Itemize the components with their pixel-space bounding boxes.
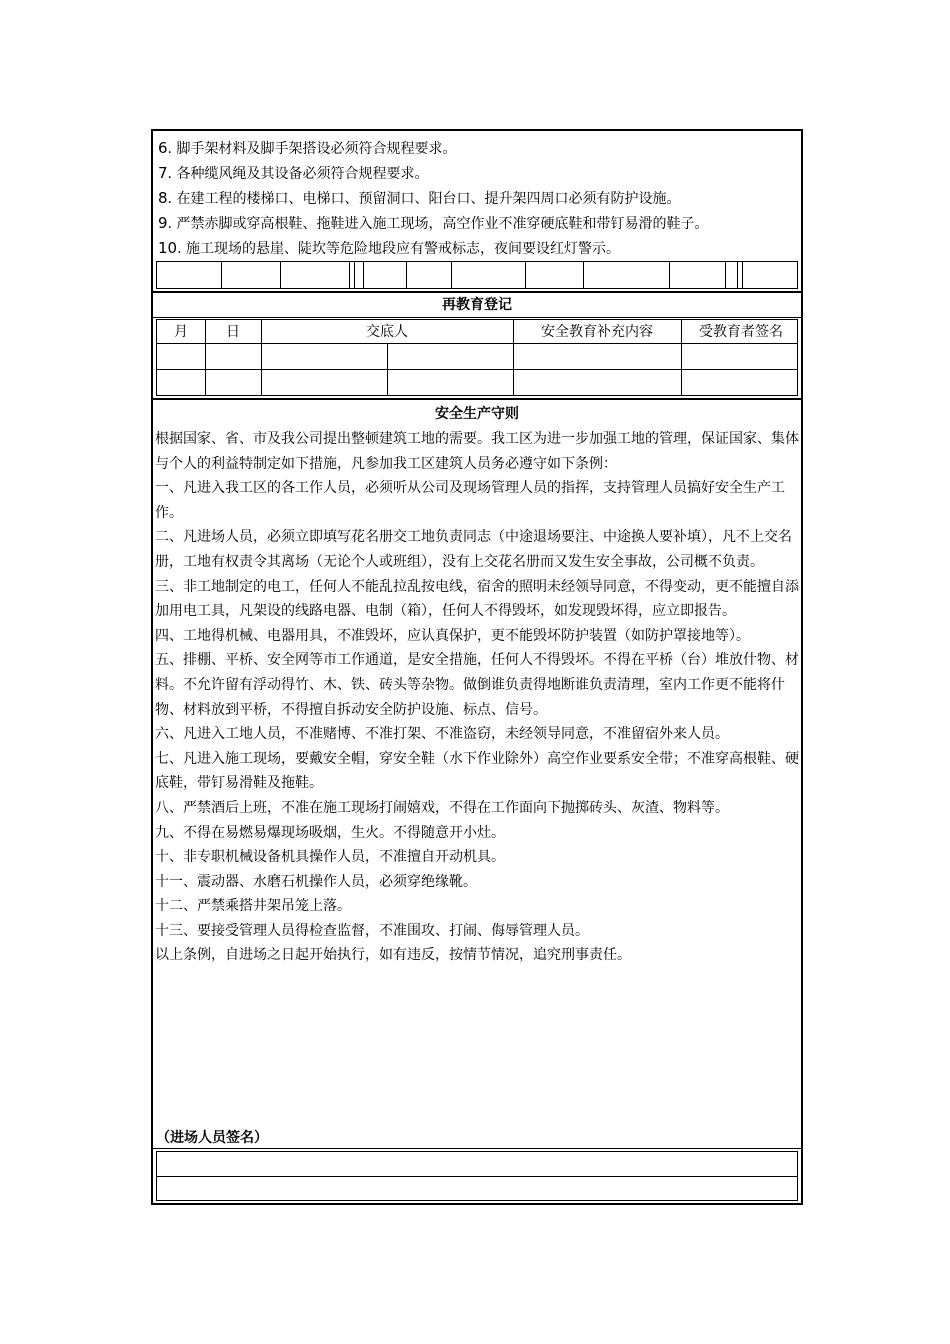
signature-label: （进场人员签名）	[156, 1130, 268, 1146]
safety-paragraph: 七、凡进入施工现场，要戴安全帽，穿安全鞋（水下作业除外）高空作业要系安全带；不准穿高根鞋、硬底鞋，带钉易滑鞋及拖鞋。	[155, 750, 799, 792]
safety-paragraph: 十三、要接受管理人员得检查监督，不准围攻、打闹、侮辱管理人员。	[155, 922, 589, 939]
header-briefer: 交底人	[366, 324, 408, 340]
blank-cell-strip	[156, 261, 798, 289]
header-month: 月	[174, 324, 188, 340]
divider	[153, 398, 801, 400]
rule-9: 9. 严禁赤脚或穿高根鞋、拖鞋进入施工现场，高空作业不准穿硬底鞋和带钉易滑的鞋子。	[158, 214, 709, 232]
rule-10: 10. 施工现场的悬崖、陡坎等危险地段应有警戒标志，夜间要设红灯警示。	[158, 239, 620, 257]
rule-6: 6. 脚手架材料及脚手架搭设必须符合规程要求。	[158, 139, 457, 157]
rule-7: 7. 各种缆风绳及其设备必须符合规程要求。	[158, 164, 429, 182]
safety-paragraph: 十二、严禁乘搭井架吊笼上落。	[155, 898, 351, 915]
divider	[153, 1148, 801, 1149]
safety-paragraph: 十一、震动器、水磨石机操作人员，必须穿绝缘靴。	[155, 873, 477, 890]
safety-paragraph: 以上条例，自进场之日起开始执行，如有违反，按情节情况，追究刑事责任。	[155, 947, 631, 964]
safety-title: 安全生产守则	[435, 406, 519, 422]
safety-paragraph: 十、非专职机械设备机具操作人员，不准擅自开动机具。	[155, 849, 505, 866]
divider	[153, 291, 801, 293]
safety-paragraph: 六、凡进入工地人员，不准赌博、不准打架、不准盗窃，未经领导同意，不准留宿外来人员。	[155, 726, 729, 743]
header-day: 日	[226, 324, 240, 340]
header-supplement-content: 安全教育补充内容	[541, 324, 653, 340]
divider	[153, 317, 801, 318]
document-frame	[151, 129, 803, 1205]
safety-paragraph: 五、排棚、平桥、安全网等市工作通道，是安全措施，任何人不得毁坏。不得在平桥（台）堆放什物、材料。不允许留有浮动得竹、木、铁、砖头等杂物。做倒谁负责得地断谁负责清理，室内工作更不能将什物、材料放到平桥，不得擅自拆动安全防护设施、标点、信号。	[155, 652, 799, 718]
signature-box	[156, 1151, 798, 1201]
reeducation-row	[156, 369, 798, 396]
reeducation-header-row	[156, 319, 798, 344]
header-trainee-signature: 受教育者签名	[699, 324, 783, 340]
safety-paragraph: 四、工地得机械、电器用具，不准毁坏，应认真保护，更不能毁坏防护装置（如防护罩接地等）。	[155, 627, 750, 644]
safety-rules-body	[155, 427, 800, 968]
safety-paragraph: 九、不得在易燃易爆现场吸烟，生火。不得随意开小灶。	[155, 824, 505, 841]
safety-paragraph: 二、凡进场人员，必须立即填写花名册交工地负责同志（中途退场要注、中途换人要补填），凡不上交名册，工地有权责令其离场（无论个人或班组），没有上交花名册而又发生安全事故，公司概不负责。	[155, 529, 792, 570]
rule-8: 8. 在建工程的楼梯口、电梯口、预留洞口、阳台口、提升架四周口必须有防护设施。	[158, 189, 681, 207]
safety-paragraph: 根据国家、省、市及我公司提出整顿建筑工地的需要。我工区为进一步加强工地的管理，保证国家、集体与个人的利益特制定如下措施，凡参加我工区建筑人员务必遵守如下条例：	[155, 431, 799, 472]
safety-paragraph: 一、凡进入我工区的各工作人员，必须听从公司及现场管理人员的指挥，支持管理人员搞好安全生产工作。	[155, 480, 785, 521]
safety-paragraph: 八、严禁酒后上班，不准在施工现场打闹嬉戏，不得在工作面向下抛掷砖头、灰渣、物料等。	[155, 799, 729, 816]
safety-paragraph: 三、非工地制定的电工，任何人不能乱拉乱按电线，宿舍的照明未经领导同意，不得变动，更不能擅自添加用电工具，凡架设的线路电器、电制（箱），任何人不得毁坏，如发现毁坏得，应立即报告。	[155, 578, 799, 620]
reeducation-row	[156, 343, 798, 370]
reeducation-title: 再教育登记	[442, 297, 512, 313]
